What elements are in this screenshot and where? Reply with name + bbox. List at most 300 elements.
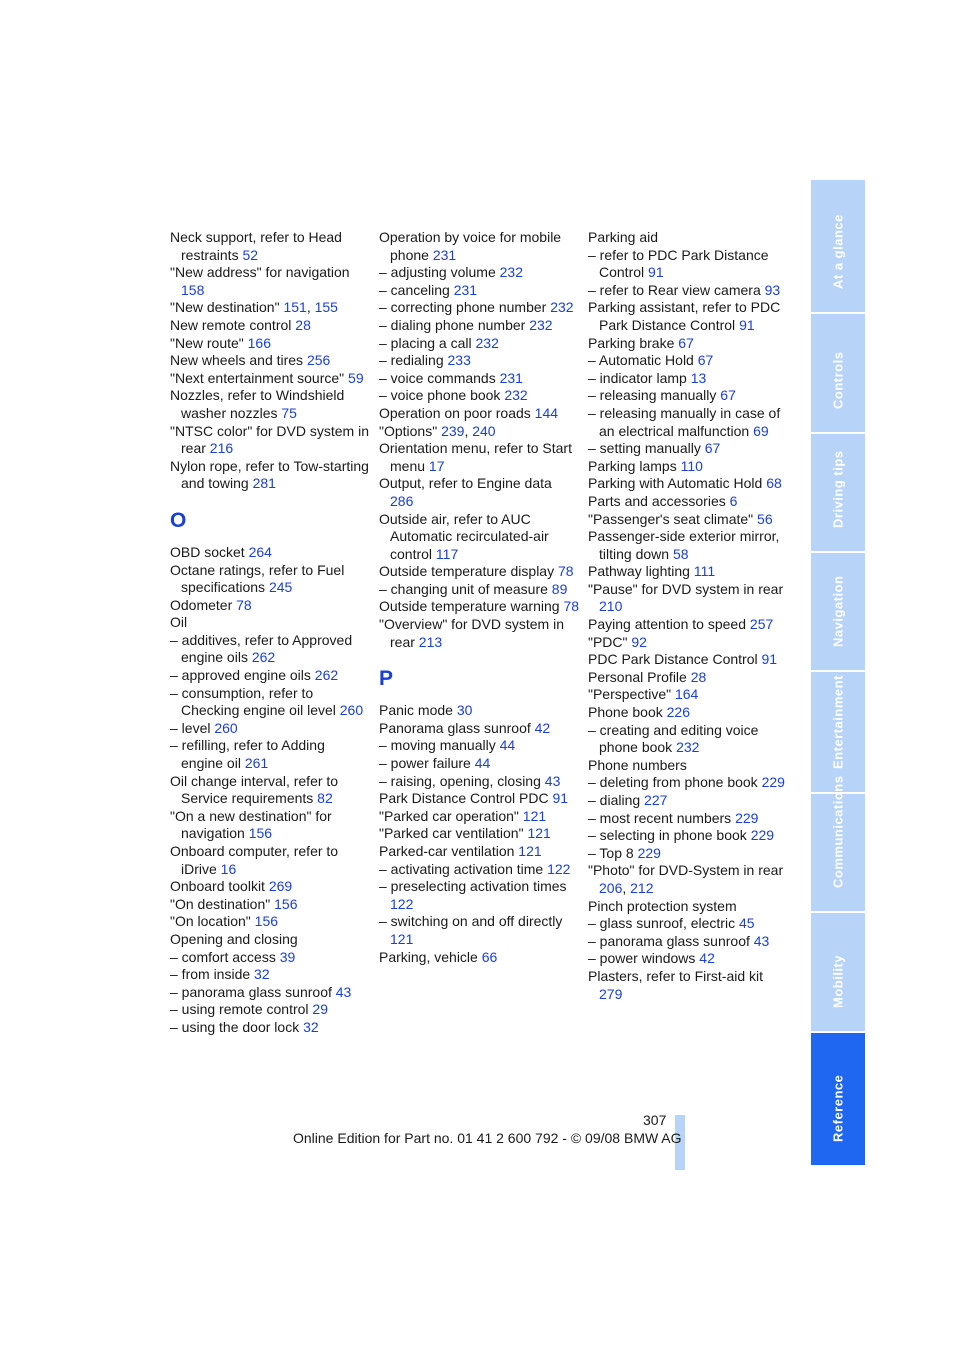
index-entry	[379, 861, 579, 879]
entry-text: – Automatic Hold	[588, 352, 698, 369]
entry-text: Parked-car ventilation	[379, 843, 519, 859]
index-entry	[588, 581, 788, 616]
entry-text: – changing unit of measure	[379, 580, 552, 597]
page-link[interactable]: 156	[254, 913, 279, 930]
page-link[interactable]: 59	[348, 369, 364, 386]
entry-text: – refer to Rear view camera	[588, 281, 765, 298]
entry-text: "Pause" for DVD system in rear	[588, 580, 784, 597]
index-entry	[588, 933, 788, 951]
section-letter: O	[170, 508, 187, 532]
index-entry	[588, 563, 788, 581]
page-link[interactable]: 245	[268, 579, 293, 596]
entry-text: Operation on poor roads	[379, 404, 535, 421]
page-link[interactable]: 93	[764, 281, 781, 298]
page-link[interactable]: 92	[631, 633, 647, 650]
page-link[interactable]: 261	[244, 755, 269, 772]
index-entry	[588, 528, 788, 563]
page-link[interactable]: 166	[247, 334, 271, 351]
entry-text: "PDC"	[588, 633, 632, 650]
entry-text: Onboard toolkit	[170, 878, 269, 895]
index-entry	[379, 264, 579, 282]
index-entry	[588, 898, 788, 916]
entry-text: Pinch protection system	[588, 897, 737, 914]
page-link[interactable]: 82	[317, 790, 333, 807]
entry-text: Passenger-side exterior mirror, tilting down	[588, 528, 780, 562]
index-entry	[588, 722, 788, 757]
page-link[interactable]: 28	[690, 668, 707, 685]
page-link[interactable]: 264	[248, 543, 272, 560]
entry-text: – panorama glass sunroof	[170, 983, 336, 1000]
index-entry	[170, 597, 370, 615]
page-link[interactable]: 232	[504, 387, 528, 404]
page-link[interactable]: 155	[314, 299, 338, 316]
page-separator: ,	[306, 299, 315, 316]
entry-text: Parts and accessories	[588, 492, 730, 509]
entry-text: Panic mode	[379, 702, 457, 719]
entry-text: Pathway lighting	[588, 563, 694, 580]
index-entry	[588, 247, 788, 282]
entry-text: "Overview" for DVD system in rear	[379, 616, 564, 650]
index-entry	[170, 685, 370, 720]
index-entry	[170, 808, 370, 843]
entry-text: Parking, vehicle	[379, 948, 482, 965]
page-link[interactable]: 232	[529, 316, 553, 333]
index-entry	[588, 299, 788, 334]
entry-text: – indicator lamp	[588, 369, 691, 386]
page-link[interactable]: 44	[499, 737, 516, 754]
index-entry	[379, 581, 579, 599]
page-link[interactable]: 279	[599, 985, 623, 1002]
entry-text: – level	[170, 719, 215, 736]
index-entry	[379, 282, 579, 300]
tab-controls[interactable]	[811, 314, 865, 432]
entry-text: New wheels and tires	[170, 352, 307, 369]
edition-footer: Online Edition for Part no. 01 41 2 600 792 - © 09/08 BMW AG	[293, 1130, 682, 1146]
page-link[interactable]: 58	[672, 545, 689, 562]
page-link[interactable]: 43	[335, 983, 352, 1000]
page-link[interactable]: 89	[551, 580, 568, 597]
page-link[interactable]: 75	[281, 404, 297, 421]
tab-label: Mobility	[830, 954, 846, 1008]
tab-entertainment[interactable]	[811, 672, 865, 792]
index-entry	[588, 387, 788, 405]
index-entry	[379, 913, 579, 948]
entry-text: Neck support, refer to Head restraints	[170, 229, 342, 263]
index-entry	[379, 511, 579, 564]
page-number: 307	[643, 1112, 667, 1128]
index-entry	[170, 1019, 370, 1037]
page-link[interactable]: 121	[390, 930, 414, 947]
page-link[interactable]: 110	[680, 457, 703, 474]
entry-text: – Top 8	[588, 844, 638, 861]
page-link[interactable]: 281	[252, 475, 276, 492]
page-link[interactable]: 42	[534, 719, 551, 736]
entry-text: – glass sunroof, electric	[588, 915, 739, 932]
index-entry	[379, 387, 579, 405]
page-link[interactable]: 286	[390, 492, 414, 509]
page-link[interactable]: 158	[181, 281, 205, 298]
index-entry	[379, 475, 579, 510]
tab-driving-tips[interactable]	[811, 434, 865, 551]
tab-label: Controls	[830, 351, 846, 409]
entry-text: Park Distance Control PDC	[379, 790, 553, 807]
entry-text: – activating activation time	[379, 860, 548, 877]
index-entry	[379, 598, 579, 616]
index-entry	[588, 810, 788, 828]
page-link[interactable]: 164	[674, 686, 699, 703]
entry-text: "NTSC color" for DVD system in rear	[170, 422, 369, 457]
index-entry	[379, 352, 579, 370]
page-link[interactable]: 229	[761, 774, 785, 791]
entry-text: "On destination"	[170, 895, 275, 912]
section-tabs	[811, 180, 865, 1167]
page-link[interactable]: 269	[268, 878, 293, 895]
entry-text: "On location"	[170, 913, 255, 930]
tab-label: Navigation	[830, 575, 846, 647]
page-link[interactable]: 28	[295, 316, 311, 333]
index-entry	[170, 562, 370, 597]
index-entry	[170, 949, 370, 967]
index-entry	[588, 458, 788, 476]
index-entry	[588, 475, 788, 493]
entry-text: Parking assistant, refer to PDC Park Distance Control	[588, 299, 781, 333]
page-link[interactable]: 144	[534, 404, 559, 421]
tab-label: Reference	[830, 1074, 846, 1142]
index-entry	[170, 632, 370, 667]
page-link[interactable]: 210	[599, 598, 623, 615]
entry-text: Plasters, refer to First-aid kit	[588, 967, 764, 984]
index-entry	[379, 790, 579, 808]
entry-text: – approved engine oils	[170, 667, 315, 684]
index-entry	[170, 423, 370, 458]
index-entry	[379, 737, 579, 755]
entry-text: – switching on and off directly	[379, 913, 563, 930]
index-entry	[588, 669, 788, 687]
page-link[interactable]: 91	[648, 264, 664, 281]
page-link[interactable]: 232	[676, 739, 700, 756]
page-link[interactable]: 256	[306, 352, 331, 369]
page-link[interactable]: 67	[678, 334, 694, 351]
index-entry	[588, 968, 788, 1003]
page-link[interactable]: 117	[435, 545, 459, 562]
entry-text: "On a new destination" for navigation	[170, 807, 332, 842]
page-link[interactable]: 45	[738, 915, 755, 932]
index-entry	[170, 544, 370, 562]
index-entry	[379, 299, 579, 317]
entry-text: PDC Park Distance Control	[588, 651, 762, 668]
page-link[interactable]: 30	[456, 702, 473, 719]
page-link[interactable]: 240	[472, 422, 496, 439]
page-link[interactable]: 262	[251, 649, 276, 666]
tab-reference[interactable]	[811, 1033, 865, 1165]
index-entry	[170, 966, 370, 984]
index-entry	[379, 755, 579, 773]
entry-text: OBD socket	[170, 543, 249, 560]
index-entry	[379, 949, 579, 967]
index-entry	[588, 282, 788, 300]
page-link[interactable]: 239	[441, 422, 465, 439]
entry-text: Outside temperature warning	[379, 598, 564, 615]
index-entry	[588, 335, 788, 353]
page-link[interactable]: 32	[303, 1018, 319, 1035]
page-link[interactable]: 260	[339, 702, 364, 719]
page-link[interactable]: 229	[637, 844, 661, 861]
page-link[interactable]: 67	[697, 352, 714, 369]
entry-text: "Photo" for DVD-System in rear	[588, 862, 784, 879]
index-entry	[379, 405, 579, 423]
index-entry	[379, 229, 579, 264]
entry-text: Phone numbers	[588, 756, 687, 773]
index-entry	[379, 808, 579, 826]
entry-text: Orientation menu, refer to Start menu	[379, 440, 572, 474]
index-entry	[588, 493, 788, 511]
index-entry	[379, 843, 579, 861]
page-link[interactable]: 122	[547, 860, 571, 877]
page-link[interactable]: 229	[750, 827, 775, 844]
entry-text: Oil change interval, refer to Service requirements	[170, 772, 339, 807]
page-link[interactable]: 213	[418, 633, 443, 650]
page-link[interactable]: 212	[630, 879, 654, 896]
index-entry	[170, 984, 370, 1002]
page-link[interactable]: 56	[757, 510, 773, 527]
page-link[interactable]: 231	[453, 281, 478, 298]
page-link[interactable]: 13	[690, 369, 707, 386]
entry-text: – moving manually	[379, 737, 500, 754]
index-entry	[170, 913, 370, 931]
entry-text: – raising, opening, closing	[379, 772, 545, 789]
entry-text: – refer to PDC Park Distance Control	[588, 246, 769, 281]
index-entry	[588, 405, 788, 440]
page-link[interactable]: 232	[550, 299, 574, 316]
page-link[interactable]: 44	[474, 755, 491, 772]
tab-label: Entertainment	[830, 675, 846, 769]
index-entry	[170, 614, 370, 632]
index-entry	[379, 563, 579, 581]
index-entry	[170, 896, 370, 914]
entry-text: "Next entertainment source"	[170, 369, 349, 386]
index-column-3	[588, 229, 788, 1003]
page-link[interactable]: 122	[390, 895, 414, 912]
index-entry	[170, 720, 370, 738]
page-link[interactable]: 78	[236, 596, 252, 613]
index-entry	[379, 440, 579, 475]
page-link[interactable]: 121	[527, 825, 551, 842]
page-link[interactable]: 52	[242, 246, 259, 263]
index-entry	[588, 862, 788, 897]
entry-text: – power failure	[379, 755, 475, 772]
page-link[interactable]: 78	[563, 598, 580, 615]
page-link[interactable]: 67	[704, 440, 721, 457]
index-entry	[588, 370, 788, 388]
index-entry	[170, 878, 370, 896]
page-link[interactable]: 226	[666, 704, 690, 721]
index-entry	[588, 440, 788, 458]
entry-text: – adjusting volume	[379, 264, 500, 281]
index-entry	[588, 757, 788, 775]
page-link[interactable]: 229	[735, 809, 759, 826]
index-entry	[588, 686, 788, 704]
index-entry	[588, 950, 788, 968]
entry-text: "New address" for navigation	[170, 264, 350, 281]
index-entry	[588, 792, 788, 810]
index-entry	[170, 931, 370, 949]
entry-text: Opening and closing	[170, 930, 298, 947]
index-entry	[379, 720, 579, 738]
index-entry	[170, 299, 370, 317]
tab-at-a-glance[interactable]	[811, 180, 865, 312]
page-link[interactable]: 91	[739, 316, 755, 333]
entry-text: – canceling	[379, 281, 454, 298]
entry-text: – using remote control	[170, 1001, 313, 1018]
page-separator: ,	[622, 879, 631, 896]
entry-text: Operation by voice for mobile phone	[379, 229, 562, 263]
page-link[interactable]: 262	[314, 667, 339, 684]
page-link[interactable]: 68	[766, 475, 782, 492]
entry-text: – consumption, refer to Checking engine oil level	[170, 684, 340, 719]
index-entry	[588, 704, 788, 722]
entry-text: Parking lamps	[588, 457, 681, 474]
entry-text: – most recent numbers	[588, 809, 736, 826]
entry-text: "Options"	[379, 422, 442, 439]
entry-text: – correcting phone number	[379, 299, 551, 316]
entry-text: – panorama glass sunroof	[588, 932, 754, 949]
entry-text: – placing a call	[379, 334, 476, 351]
page-link[interactable]: 32	[254, 966, 270, 983]
entry-text: – from inside	[170, 966, 255, 983]
page-link[interactable]: 233	[447, 352, 471, 369]
index-entry	[170, 1001, 370, 1019]
tab-communications[interactable]	[811, 775, 865, 911]
page-link[interactable]: 156	[274, 895, 298, 912]
entry-text: "Parked car operation"	[379, 807, 523, 824]
page-link[interactable]: 43	[544, 772, 561, 789]
index-entry	[588, 616, 788, 634]
entry-text: Parking brake	[588, 334, 679, 351]
page-link[interactable]: 111	[693, 563, 716, 580]
page-link[interactable]: 69	[753, 422, 769, 439]
page-link[interactable]: 227	[644, 792, 668, 808]
index-column-2	[379, 229, 579, 966]
index-entry	[170, 773, 370, 808]
entry-text: – comfort access	[170, 948, 280, 965]
entry-text: Oil	[170, 614, 188, 631]
entry-text: – selecting in phone book	[588, 827, 751, 844]
page-link[interactable]: 91	[761, 651, 778, 668]
index-entry	[379, 423, 579, 441]
index-entry	[588, 827, 788, 845]
entry-text: – dialing	[588, 792, 645, 808]
index-entry	[170, 352, 370, 370]
index-entry	[379, 616, 579, 651]
entry-text: – setting manually	[588, 440, 705, 457]
entry-text: "New route"	[170, 334, 248, 351]
page-link[interactable]: 121	[522, 807, 547, 824]
page-link[interactable]: 232	[475, 334, 499, 351]
entry-text: "Passenger's seat climate"	[588, 510, 758, 527]
index-entry	[170, 229, 370, 264]
entry-text: – dialing phone number	[379, 316, 530, 333]
index-column-1	[170, 229, 370, 1037]
tab-navigation[interactable]	[811, 553, 865, 670]
entry-text: – preselecting activation times	[379, 878, 567, 895]
entry-text: Outside air, refer to AUC Automatic recirculated-air control	[379, 510, 549, 562]
entry-text: Output, refer to Engine data	[379, 475, 552, 492]
entry-text: – redialing	[379, 352, 448, 369]
index-entry	[588, 915, 788, 933]
page-link[interactable]: 43	[753, 932, 770, 949]
index-entry	[170, 843, 370, 878]
page-link[interactable]: 231	[499, 369, 523, 386]
entry-text: Onboard computer, refer to iDrive	[170, 843, 339, 877]
entry-text: Odometer	[170, 596, 237, 613]
entry-text: – voice phone book	[379, 387, 505, 404]
page-link[interactable]: 260	[214, 719, 238, 736]
page-link[interactable]: 151	[283, 299, 307, 316]
page-link[interactable]: 39	[279, 948, 296, 965]
page-link[interactable]: 6	[729, 492, 738, 509]
page-link[interactable]: 29	[312, 1001, 328, 1018]
page-link[interactable]: 16	[220, 860, 237, 877]
page-link[interactable]: 206	[599, 879, 623, 896]
tab-label: Communications	[830, 775, 846, 888]
page-link[interactable]: 42	[699, 950, 715, 967]
index-entry	[379, 825, 579, 843]
tab-label: Driving tips	[830, 450, 846, 528]
page-link[interactable]: 78	[557, 563, 574, 580]
index-entry	[170, 370, 370, 388]
entry-text: Octane ratings, refer to Fuel specifications	[170, 561, 345, 596]
page-separator: ,	[464, 422, 473, 439]
page-link[interactable]: 17	[428, 457, 445, 474]
index-entry	[170, 737, 370, 772]
index-entry	[588, 774, 788, 792]
page-link[interactable]: 121	[518, 843, 542, 859]
entry-text: "Parked car ventilation"	[379, 825, 528, 842]
page-link[interactable]: 66	[481, 948, 498, 965]
entry-text: – releasing manually	[588, 387, 721, 404]
index-entry	[379, 773, 579, 791]
entry-text: – creating and editing voice phone book	[588, 721, 759, 756]
page-link[interactable]: 67	[720, 387, 736, 404]
tab-mobility[interactable]	[811, 913, 865, 1031]
entry-text: Panorama glass sunroof	[379, 719, 535, 736]
page-link[interactable]: 231	[432, 246, 457, 263]
entry-text: Parking with Automatic Hold	[588, 475, 767, 492]
entry-text: – refilling, refer to Adding engine oil	[170, 737, 325, 772]
entry-text: Outside temperature display	[379, 563, 558, 580]
index-entry	[170, 458, 370, 493]
index-entry	[588, 511, 788, 529]
tab-label: At a glance	[830, 214, 846, 289]
page-link[interactable]: 257	[749, 616, 774, 633]
page-link[interactable]: 91	[552, 790, 569, 807]
index-entry	[588, 352, 788, 370]
index-entry	[588, 845, 788, 863]
page-link[interactable]: 232	[499, 264, 523, 281]
page-link[interactable]: 216	[209, 440, 234, 457]
index-entry	[379, 878, 579, 913]
entry-text: – using the door lock	[170, 1018, 304, 1035]
section-letter: P	[379, 667, 394, 691]
entry-text: Personal Profile	[588, 668, 691, 685]
entry-text: – power windows	[588, 950, 700, 967]
entry-text: – voice commands	[379, 369, 500, 386]
index-entry	[379, 370, 579, 388]
entry-text: "New destination"	[170, 299, 284, 316]
entry-text: Paying attention to speed	[588, 616, 750, 633]
page-link[interactable]: 156	[248, 825, 273, 842]
index-entry	[588, 229, 788, 247]
